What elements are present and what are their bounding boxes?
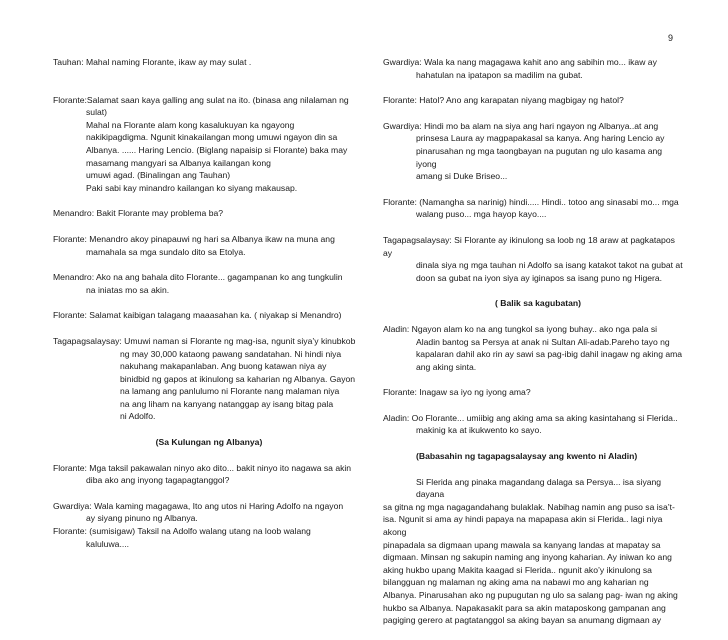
scene-heading: (Sa Kulungan ng Albanya) bbox=[155, 437, 263, 448]
dialogue-line: Florante: Mga taksil pakawalan ninyo ako dito... bakit ninyo ito nagawa sa akin bbox=[53, 462, 352, 473]
narration-line: ni Adolfo. bbox=[120, 411, 156, 422]
dialogue-line: kaluluwa.... bbox=[86, 538, 129, 549]
story-line: pinapadala sa digmaan upang mawala sa kanyang landas at mapatay sa bbox=[383, 539, 661, 550]
dialogue-line: Florante: (sumisigaw) Taksil na Adolfo walang utang na loob walang bbox=[53, 526, 311, 537]
dialogue-line: Paki sabi kay minandro kailangan ko siyang makausap. bbox=[86, 182, 298, 193]
dialogue-line: umuwi agad. (Binalingan ang Tauhan) bbox=[86, 170, 231, 181]
aladin-intro-block bbox=[383, 323, 683, 373]
narration-line: ng may 30,000 kataong pawang sandatahan. Ni hindi niya bbox=[120, 348, 342, 359]
dialogue-line: Aladin: Oo Florante... umiibig ang aking ama sa aking kasintahang si Flerida.. bbox=[383, 412, 678, 423]
dialogue-line: mamahala sa mga sundalo dito sa Etolya. bbox=[86, 246, 246, 257]
scene-heading-forest: ( Balik sa kagubatan) bbox=[495, 298, 581, 309]
florante-hatol-line: Florante: Hatol? Ano ang karapatan niyang magbigay ng hatol? bbox=[383, 95, 624, 106]
dialogue-line: Mahal na Florante alam kong kasalukuyan ka ngayong bbox=[86, 119, 295, 130]
narration-line: doon sa gubat na iyon siya ay iginapos sa isang puno ng Higera. bbox=[416, 272, 663, 283]
dialogue-line: Gwardiya: Wala kaming magagawa, Ito ang utos ni Haring Adolfo na ngayon bbox=[53, 500, 344, 511]
florante-cell-block bbox=[53, 462, 365, 487]
dialogue-line: ay siyang pinuno ng Albanya. bbox=[86, 513, 198, 524]
left-column bbox=[53, 56, 365, 563]
dialogue-line: Aladin bantog sa Persya at anak ni Sultan Ali-adab.Pareho tayo ng bbox=[416, 336, 670, 347]
story-line: aking hukbo upang Makita kaagad si Flerida.. ngunit ako’y ikinulong sa bbox=[383, 564, 652, 575]
dialogue-line: Albanya. ...... Haring Lencio. (Biglang napaisip si Florante) baka may bbox=[86, 144, 348, 155]
narration-heading: (Babasahin ng tagapagsalaysay ang kwento ni Aladin) bbox=[416, 451, 638, 462]
dialogue-line: prinsesa Laura ay magpapakasal sa kanya. Ang haring Lencio ay bbox=[416, 133, 665, 144]
narrator-block bbox=[53, 335, 365, 423]
dialogue-line: na iniatas mo sa akin. bbox=[86, 284, 170, 295]
narration-line: binidbid ng gapos at ikinulong sa kaharian ng Albanya. Gayon bbox=[120, 373, 356, 384]
right-column bbox=[383, 56, 683, 640]
dialogue-line: diba ako ang inyong tagapagtanggol? bbox=[86, 475, 230, 486]
narration-line: nakuhang makapanlaban. Ang buong katawan niya ay bbox=[120, 361, 327, 372]
dialogue-line: Florante:Salamat saan kaya galling ang sulat na ito. (binasa ang nilalaman ng bbox=[53, 94, 349, 105]
florante-reply-block bbox=[53, 233, 365, 258]
dialogue-line: kapalaran dahil ako rin ay sawi sa pag-ibig dahil inagaw ng aking ama bbox=[416, 349, 683, 360]
dialogue-line: Menandro: Ako na ang bahala dito Florante... gagampanan ko ang tungkulin bbox=[53, 272, 343, 283]
page-number: 9 bbox=[668, 33, 674, 43]
story-line: isa. Ngunit si ama ay hindi papaya na mapapasa akin si Flerida.. lagi niya akong bbox=[383, 514, 663, 538]
dialogue-line: Gwardiya: Hindi mo ba alam na siya ang hari ngayon ng Albanya..at ang bbox=[383, 120, 659, 131]
story-line: bilangguan ng malaman ng aking ama na nabawi mo ang kaharian ng bbox=[383, 577, 649, 588]
florante-thanks-line: Florante: Salamat kaibigan talagang maaasahan ka. ( niyakap si Menandro) bbox=[53, 310, 342, 321]
dialogue-line: ang aking sinta. bbox=[416, 361, 477, 372]
gwardiya-news-block bbox=[383, 120, 683, 183]
story-line: Albanya. Pinarusahan ako ng pupugutan ng ulo sa salang pag- iwan ng aking bbox=[383, 590, 678, 600]
dialogue-line: makinig ka at ikukwento ko sayo. bbox=[416, 425, 542, 436]
narration-line: na ang liham na kanyang natanggap ay isang bitag pala bbox=[120, 398, 334, 409]
dialogue-line: amang si Duke Briseo... bbox=[416, 171, 508, 182]
tauhan-line: Tauhan: Mahal naming Florante, ikaw ay may sulat . bbox=[53, 57, 252, 67]
dialogue-line: Aladin: Ngayon alam ko na ang tungkol sa iyong buhay.. ako nga pala si bbox=[383, 323, 658, 334]
narration-line: dinala siya ng mga tauhan ni Adolfo sa isang katakot takot na gubat at bbox=[416, 260, 683, 271]
dialogue-line: masamang mangyari sa Albanya kailangan kong bbox=[86, 157, 271, 168]
story-line: hukbo sa Albanya. Napakasakit para sa akin mataposkong gampanan ang bbox=[383, 602, 666, 613]
dialogue-line: sulat) bbox=[86, 107, 108, 118]
florante-question-line: Florante: Inagaw sa iyo ng iyong ama? bbox=[383, 387, 531, 398]
dialogue-line: Florante: Menandro akoy pinapauwi ng hari sa Albanya ikaw na muna ang bbox=[53, 233, 335, 244]
dialogue-line: walang puso... mga hayop kayo.... bbox=[416, 209, 547, 220]
gwardiya-verdict-block bbox=[383, 56, 683, 81]
florante-letter-block bbox=[53, 94, 365, 195]
florante-shock-block bbox=[383, 196, 683, 221]
menandro-line: Menandro: Bakit Florante may problema ba? bbox=[53, 208, 224, 219]
story-line: Si Flerida ang pinaka magandang dalaga sa Persya... isa siyang dayana bbox=[416, 476, 662, 500]
story-line: pagiging gerero at pagtatanggol sa aking bayan sa anumang digmaan ay bbox=[383, 615, 662, 626]
aladin-story-paragraph bbox=[383, 476, 683, 627]
narration-line: na lamang ang panlulumo ni Florante nang malaman niya bbox=[120, 386, 340, 397]
narration-line: Tagapagsalaysay: Si Florante ay ikinulong sa loob ng 18 araw at pagkatapos ay bbox=[383, 234, 675, 258]
dialogue-line: nakikipagdigma. Ngunit kinakailangan mong umuwi ngayon din sa bbox=[86, 132, 338, 143]
menandro-reply-block bbox=[53, 271, 365, 296]
florante-shout-block bbox=[53, 525, 365, 550]
narrator-forest-block bbox=[383, 234, 683, 284]
dialogue-line: Florante: (Namangha sa narinig) hindi..... Hindi.. totoo ang sinasabi mo... mga bbox=[383, 196, 679, 207]
gwardiya-block bbox=[53, 500, 365, 525]
dialogue-line: pinarusahan ng mga taongbayan na pugutan ng ulo kasama ang iyong bbox=[416, 145, 663, 169]
dialogue-line: Gwardiya: Wala ka nang magagawa kahit ano ang sabihin mo... ikaw ay bbox=[383, 57, 657, 67]
narration-line: Tagapagsalaysay: Umuwi naman si Florante ng mag-isa, ngunit siya’y kinubkob bbox=[53, 335, 356, 346]
story-line: digmaan. Minsan ng sakupin naming ang inyong kaharian. Ay iniwan ko ang bbox=[383, 552, 672, 563]
story-line: sa gitna ng mga nagagandahang bulaklak. Nabihag namin ang puso sa isa’t- bbox=[383, 501, 675, 512]
aladin-reply-block bbox=[383, 412, 683, 437]
dialogue-line: hahatulan na ipatapon sa madilim na gubat. bbox=[416, 69, 583, 80]
